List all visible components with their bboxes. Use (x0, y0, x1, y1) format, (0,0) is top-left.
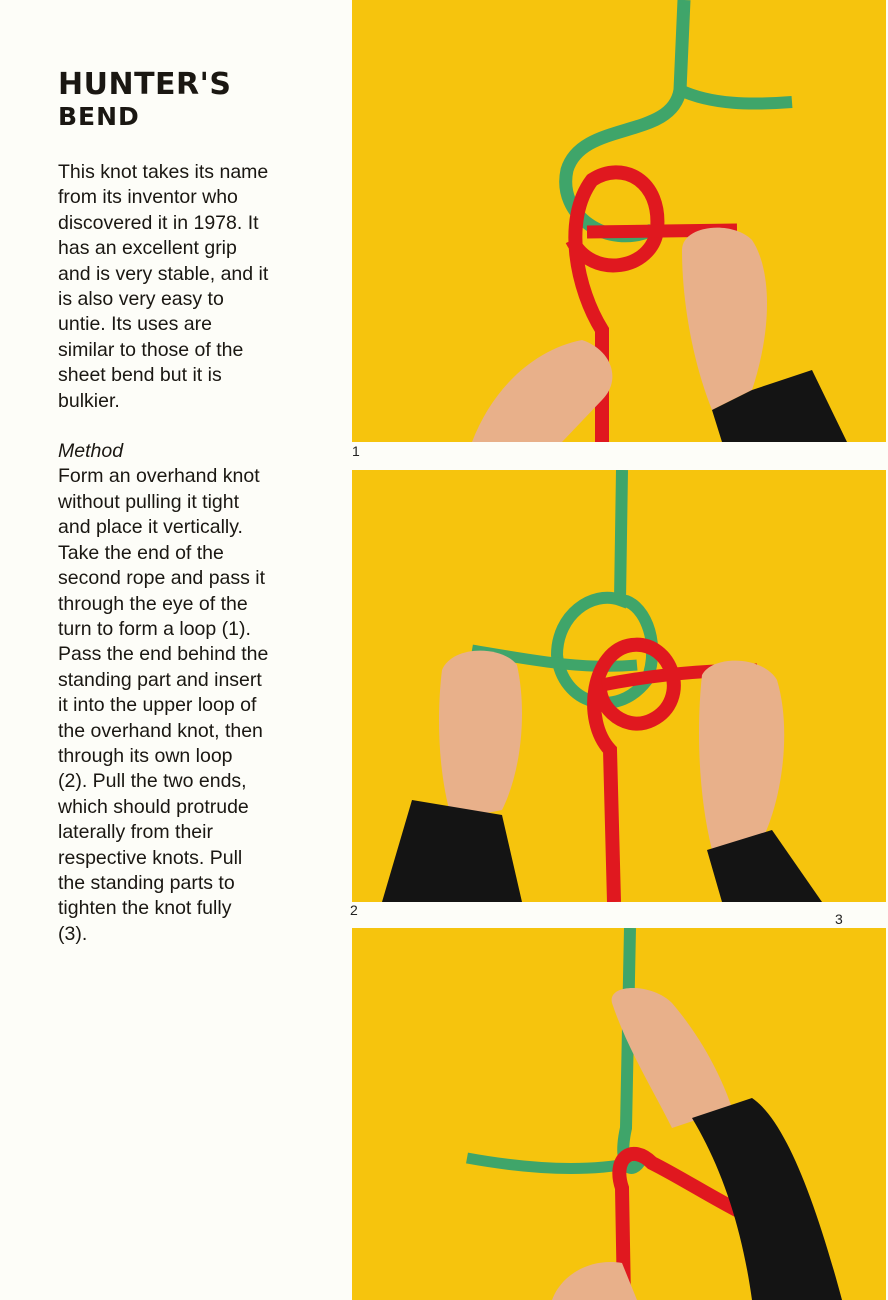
text-line: laterally from their (58, 821, 213, 844)
text-line: (3). (58, 922, 88, 945)
text-line: similar to those of the (58, 338, 244, 361)
text-line: (2). Pull the two ends, (58, 770, 247, 793)
text-line: This knot takes its name (58, 161, 269, 183)
text-line: the standing parts to (58, 871, 235, 894)
text-line: the overhand knot, then (58, 719, 263, 742)
text-line: and place it vertically. (58, 516, 243, 539)
figure-2-number: 2 (350, 902, 358, 918)
text-line: sheet bend but it is (58, 364, 222, 387)
text-line: respective knots. Pull (58, 846, 243, 869)
text-line: through its own loop (58, 744, 233, 767)
method-paragraph (58, 464, 348, 947)
figure-2-photo (352, 470, 886, 902)
title-line-2: BEND (58, 102, 140, 131)
text-line: untie. Its uses are (58, 313, 212, 336)
text-line: second rope and pass it (58, 567, 266, 590)
text-line: Form an overhand knot (58, 465, 260, 488)
figure-3-number: 3 (835, 911, 843, 927)
text-line: from its inventor who (58, 186, 238, 209)
figure-1-photo (352, 0, 886, 442)
text-line: discovered it in 1978. It (58, 211, 259, 234)
text-line: bulkier. (58, 389, 120, 412)
title-line-1: HUNTER'S (58, 67, 232, 102)
text-line: and is very stable, and it (58, 262, 269, 285)
method-heading: Method (58, 440, 124, 463)
text-line: turn to form a loop (1). (58, 617, 251, 640)
text-line: standing part and insert (58, 668, 262, 691)
figure-3-photo (352, 928, 886, 1300)
text-line: without pulling it tight (58, 490, 240, 513)
text-line: which should protrude (58, 795, 249, 818)
text-line: through the eye of the (58, 592, 248, 615)
figure-1-number: 1 (352, 443, 360, 459)
text-line: has an excellent grip (58, 237, 237, 260)
text-line: Take the end of the (58, 541, 224, 564)
text-line: it into the upper loop of (58, 694, 257, 717)
text-line: is also very easy to (58, 288, 224, 311)
text-column (58, 68, 348, 947)
text-line: tighten the knot fully (58, 897, 232, 920)
text-line: Pass the end behind the (58, 643, 269, 666)
intro-paragraph (58, 160, 348, 414)
